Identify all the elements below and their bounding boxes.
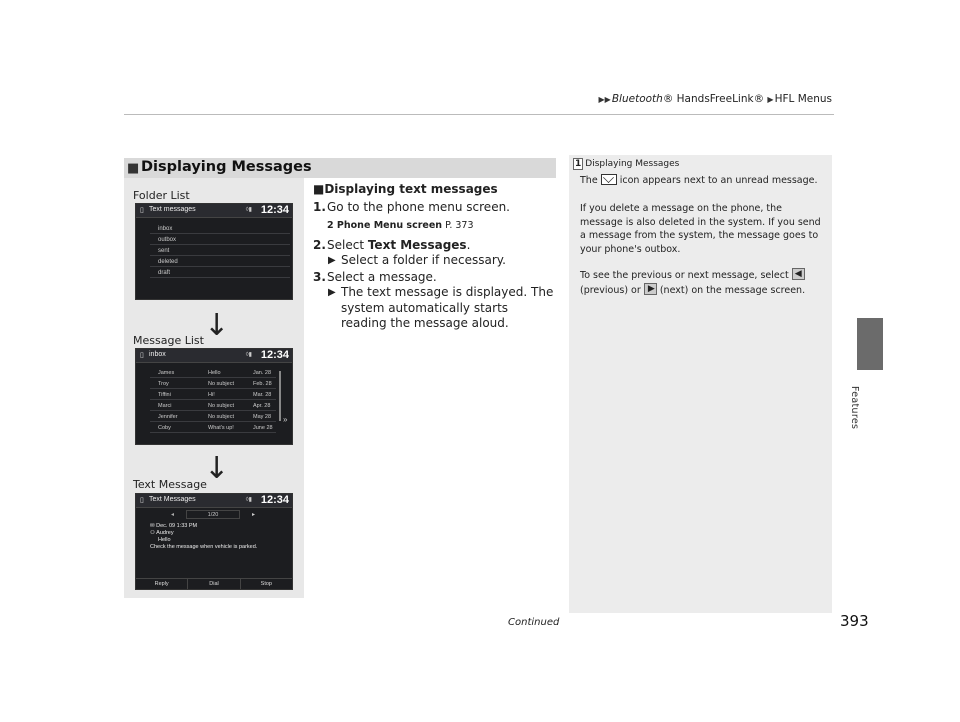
section-heading bbox=[124, 158, 556, 178]
clock: 12:34 bbox=[260, 204, 289, 216]
prev-message-icon[interactable]: ◂ bbox=[171, 512, 175, 518]
message-item[interactable]: Troy No subject Feb. 28 bbox=[150, 379, 276, 389]
envelope-small-icon: ✉ bbox=[150, 523, 157, 529]
folder-list-label: Folder List bbox=[133, 189, 190, 202]
text-message-label: Text Message bbox=[133, 478, 207, 491]
message-list-label: Message List bbox=[133, 334, 204, 347]
screen-status-bar bbox=[136, 349, 292, 363]
result-arrow-icon: ▶ bbox=[328, 287, 336, 298]
subheading: ■Displaying text messages bbox=[313, 182, 498, 196]
message-datetime: Dec. 09 1:33 PM bbox=[156, 523, 198, 529]
breadcrumb-hfl: ® HandsFreeLink® bbox=[662, 93, 765, 105]
step-2: 2. Select Text Messages. bbox=[313, 237, 471, 252]
signal-icon: ◊▮ bbox=[245, 352, 252, 358]
text-message-screen bbox=[135, 493, 293, 590]
screen-title: inbox bbox=[149, 351, 166, 358]
note-ref-icon: 1 bbox=[575, 159, 582, 169]
scrollbar[interactable] bbox=[279, 371, 281, 421]
next-message-icon[interactable]: ▸ bbox=[252, 512, 256, 518]
screen-status-bar bbox=[136, 494, 292, 508]
continued-label: Continued bbox=[508, 617, 560, 628]
step-3-result: ▶ The text message is displayed. The system automatically starts reading the message aloud. bbox=[328, 285, 554, 330]
signal-icon: ◊▮ bbox=[245, 207, 252, 213]
previous-button-icon: ◀ bbox=[792, 268, 805, 280]
folder-item-inbox[interactable]: inbox bbox=[150, 224, 290, 234]
message-item[interactable]: Jennifer No subject May 28 bbox=[150, 412, 276, 422]
message-sender: Audrey bbox=[156, 530, 174, 536]
stop-button[interactable]: Stop bbox=[260, 581, 272, 587]
screen-button-bar bbox=[136, 578, 292, 589]
message-counter: 1/20 bbox=[186, 510, 240, 519]
ref-icon: 2 bbox=[327, 220, 337, 231]
note-paragraph-2: If you delete a message on the phone, the message is also deleted in the system. If you send a message from the system, the message goes to your phone's outbox. bbox=[580, 203, 821, 255]
phone-icon: ▯ bbox=[140, 207, 144, 214]
dial-button[interactable]: Dial bbox=[188, 579, 240, 589]
cross-reference[interactable]: 2 Phone Menu screen P. 373 bbox=[327, 220, 474, 231]
note-paragraph-3: To see the previous or next message, select ◀ (previous) or ▶ (next) on the message screen. bbox=[580, 269, 806, 296]
message-list-screen bbox=[135, 348, 293, 445]
chapter-tab bbox=[857, 318, 883, 370]
chapter-label: Features bbox=[849, 386, 860, 430]
side-note bbox=[569, 155, 832, 613]
folder-item-deleted[interactable]: deleted bbox=[150, 257, 290, 267]
next-button-icon: ▶ bbox=[644, 283, 657, 295]
message-item[interactable]: Coby What's up! June 28 bbox=[150, 423, 276, 433]
person-small-icon: ⚇ bbox=[150, 530, 157, 536]
breadcrumb-arrow-icon: ▶▶ bbox=[598, 95, 611, 104]
folder-list-screen bbox=[135, 203, 293, 300]
section-title: Displaying Messages bbox=[141, 159, 312, 175]
section-square-icon: ■ bbox=[127, 161, 140, 176]
envelope-icon bbox=[601, 174, 617, 185]
result-arrow-icon: ▶ bbox=[328, 255, 336, 266]
message-item[interactable]: Marci No subject Apr. 28 bbox=[150, 401, 276, 411]
breadcrumb-bluetooth: Bluetooth bbox=[611, 93, 663, 105]
folder-item-draft[interactable]: draft bbox=[150, 268, 290, 278]
screen-title: Text Messages bbox=[149, 496, 196, 503]
step-1: 1. Go to the phone menu screen. bbox=[313, 199, 510, 214]
screen-status-bar bbox=[136, 204, 292, 218]
note-heading: 1 Displaying Messages bbox=[575, 159, 680, 169]
header-rule bbox=[124, 114, 834, 115]
scroll-down-icon[interactable]: » bbox=[283, 415, 288, 424]
folder-item-outbox[interactable]: outbox bbox=[150, 235, 290, 245]
signal-icon: ◊▮ bbox=[245, 497, 252, 503]
message-text-1: Hello bbox=[158, 537, 171, 543]
phone-icon: ▯ bbox=[140, 352, 144, 359]
page-number: 393 bbox=[840, 612, 869, 630]
message-item[interactable]: James Hello Jan. 28 bbox=[150, 368, 276, 378]
folder-item-sent[interactable]: sent bbox=[150, 246, 290, 256]
note-paragraph-1: The icon appears next to an unread message. bbox=[580, 175, 818, 186]
step-2-result: ▶ Select a folder if necessary. bbox=[328, 253, 506, 267]
message-body bbox=[150, 523, 257, 551]
clock: 12:34 bbox=[260, 494, 289, 506]
phone-icon: ▯ bbox=[140, 497, 144, 504]
message-item[interactable]: Tiffini Hi! Mar. 28 bbox=[150, 390, 276, 400]
breadcrumb-hfl-menus: HFL Menus bbox=[774, 93, 832, 105]
breadcrumb-arrow-icon: ▶ bbox=[767, 95, 774, 104]
down-arrow-icon: ↓ bbox=[204, 308, 230, 343]
clock: 12:34 bbox=[260, 349, 289, 361]
message-text-2: Check the message when vehicle is parked. bbox=[150, 544, 258, 550]
step-3: 3. Select a message. bbox=[313, 269, 437, 284]
screen-title: Text messages bbox=[149, 206, 196, 213]
breadcrumb bbox=[599, 93, 832, 105]
reply-button[interactable]: Reply bbox=[136, 579, 188, 589]
down-arrow-icon: ↓ bbox=[204, 451, 230, 486]
main-content bbox=[313, 182, 555, 332]
